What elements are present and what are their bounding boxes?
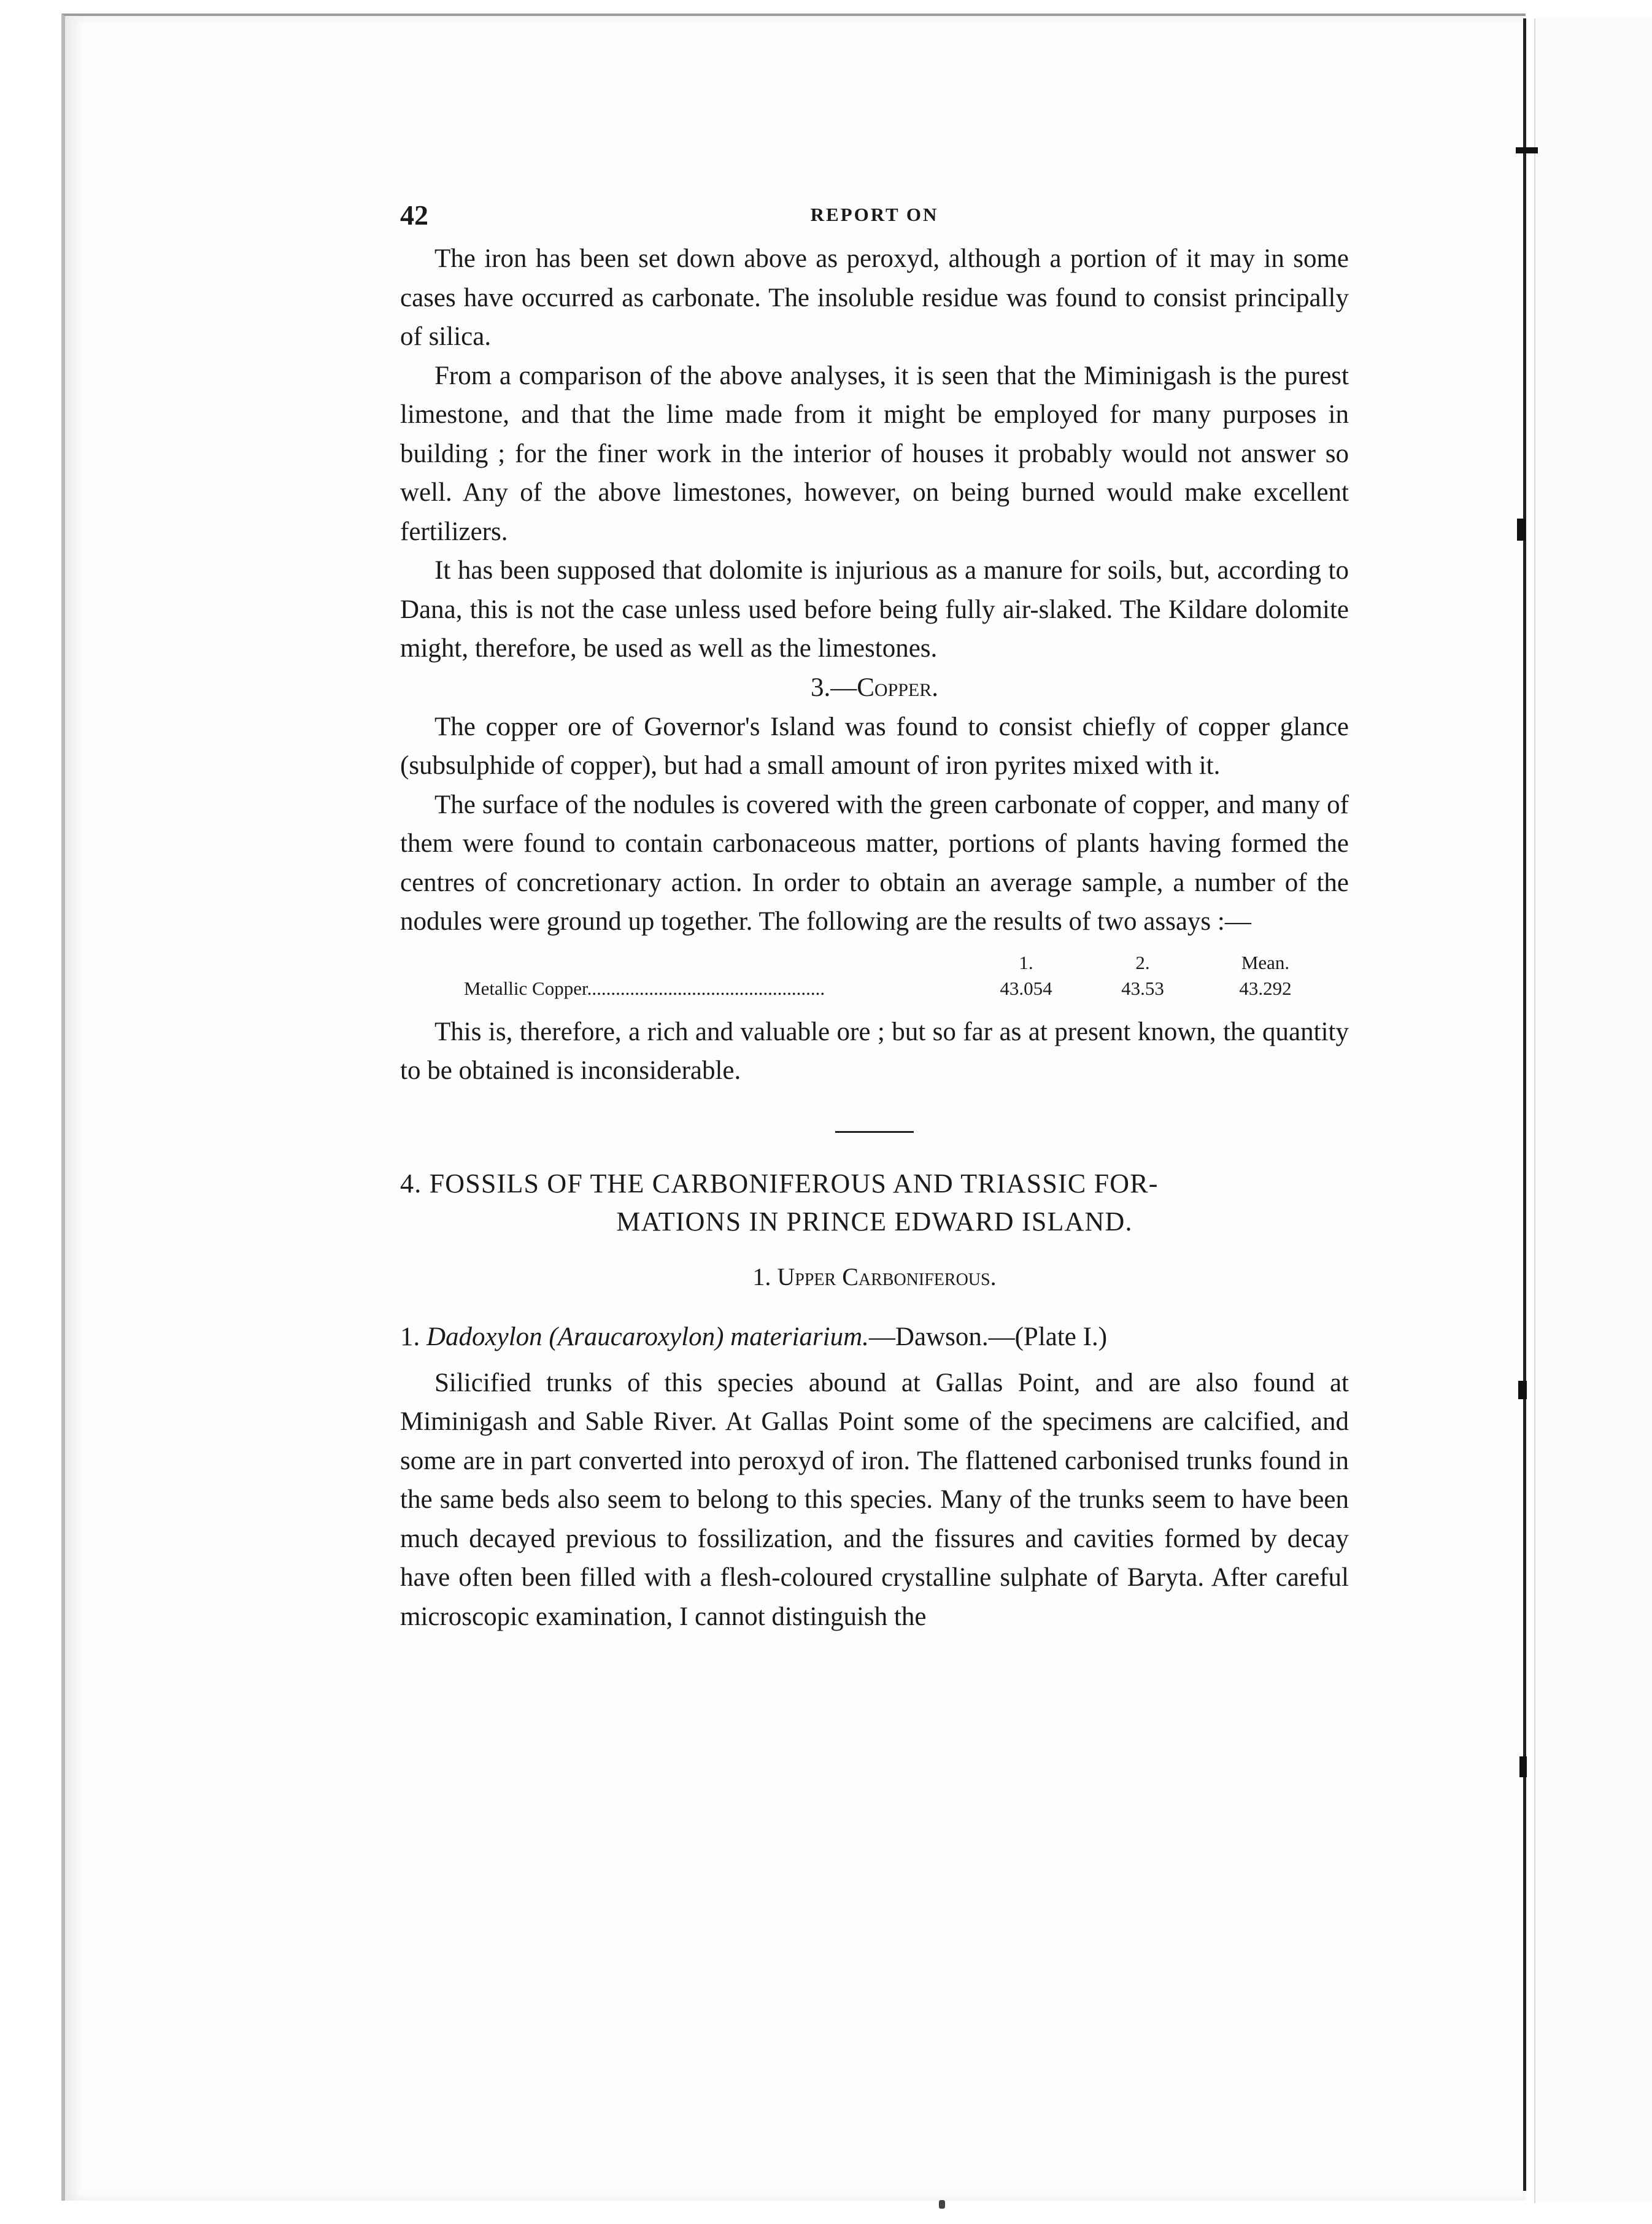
section-heading-fossils <box>400 1165 1349 1241</box>
subsection-heading: 1. Upper Carboniferous. <box>752 1262 997 1291</box>
paragraph: Silicified trunks of this species abound at Gallas Point, and are also found at Miminigash and Sable River. At Gallas Point some of the specimens are calcified, and some are in part converted into peroxyd of iron. The flattened carbonised trunks found in the same beds also seem to belong to this species. Many of the trunks seem to have been much decayed previous to fossilization, and the fissures and cavities formed by decay have often been filled with a flesh-coloured crystalline sulphate of Baryta. After careful microscopic examination, I cannot distinguish the <box>400 1368 1349 1631</box>
page-number: 42 <box>400 199 428 231</box>
species-heading <box>400 1318 1349 1356</box>
paragraph: The surface of the nodules is covered with the green carbonate of copper, and many of them were found to contain carbonaceous matter, portions of plants having formed the centres of concretionary action. In order to obtain an average sample, a number of the nodules were ground up together. The following are the results of two assays :— <box>400 790 1349 936</box>
page-binding-edge <box>1523 18 1526 2191</box>
assay-table <box>400 950 1327 1002</box>
facing-page-edge <box>1534 18 1652 2203</box>
assay-col-header: 1. <box>1019 951 1033 973</box>
assay-value: 43.054 <box>1000 977 1052 999</box>
assay-row-label: Metallic Copper <box>464 977 587 999</box>
scan-speck <box>939 2200 945 2209</box>
assay-col-header: 2. <box>1135 951 1150 973</box>
margin-mark <box>1517 519 1526 541</box>
heading-line: 4. FOSSILS OF THE CARBONIFEROUS AND TRIASSIC FOR- <box>400 1168 1159 1199</box>
leader-dots: .................................................. <box>587 977 825 999</box>
assay-value: 43.53 <box>1121 977 1164 999</box>
margin-mark <box>1519 1756 1527 1777</box>
paragraph: It has been supposed that dolomite is injurious as a manure for soils, but, according to Dana, this is not the case unless used before being fully air-slaked. The Kildare dolomite might, therefore, be used as well as the limestones. <box>400 556 1349 663</box>
running-title: REPORT ON <box>810 204 939 225</box>
running-head <box>400 196 1349 239</box>
table-row <box>400 976 1327 1002</box>
species-name: Dadoxylon (Araucaroxylon) materiarium. <box>427 1322 869 1351</box>
margin-mark <box>1518 1381 1527 1399</box>
heading-line: MATIONS IN PRINCE EDWARD ISLAND. <box>616 1206 1133 1237</box>
page-content <box>400 196 1349 1636</box>
section-heading-copper: 3.—Copper. <box>810 673 939 702</box>
section-divider <box>835 1131 914 1133</box>
species-author: —Dawson.—(Plate I.) <box>868 1322 1108 1351</box>
margin-mark <box>1516 147 1538 153</box>
paragraph: The copper ore of Governor's Island was found to consist chiefly of copper glance (subsulphide of copper), but had a small amount of iron pyrites mixed with it. <box>400 712 1349 780</box>
species-number: 1. <box>400 1322 420 1351</box>
paragraph: This is, therefore, a rich and valuable ore ; but so far as at present known, the quantity to be obtained is inconsiderable. <box>400 1017 1349 1085</box>
assay-col-header: Mean. <box>1241 951 1290 973</box>
assay-mean: 43.292 <box>1239 977 1292 999</box>
paragraph: From a comparison of the above analyses, it is seen that the Miminigash is the purest limestone, and that the lime made from it might be employed for many purposes in building ; for the finer work in the interior of houses it probably would not answer so well. Any of the above limestones, however, on being burned would make excellent fertilizers. <box>400 361 1349 546</box>
paragraph: The iron has been set down above as peroxyd, although a portion of it may in some cases have occurred as carbonate. The insoluble residue was found to consist principally of silica. <box>400 244 1349 351</box>
